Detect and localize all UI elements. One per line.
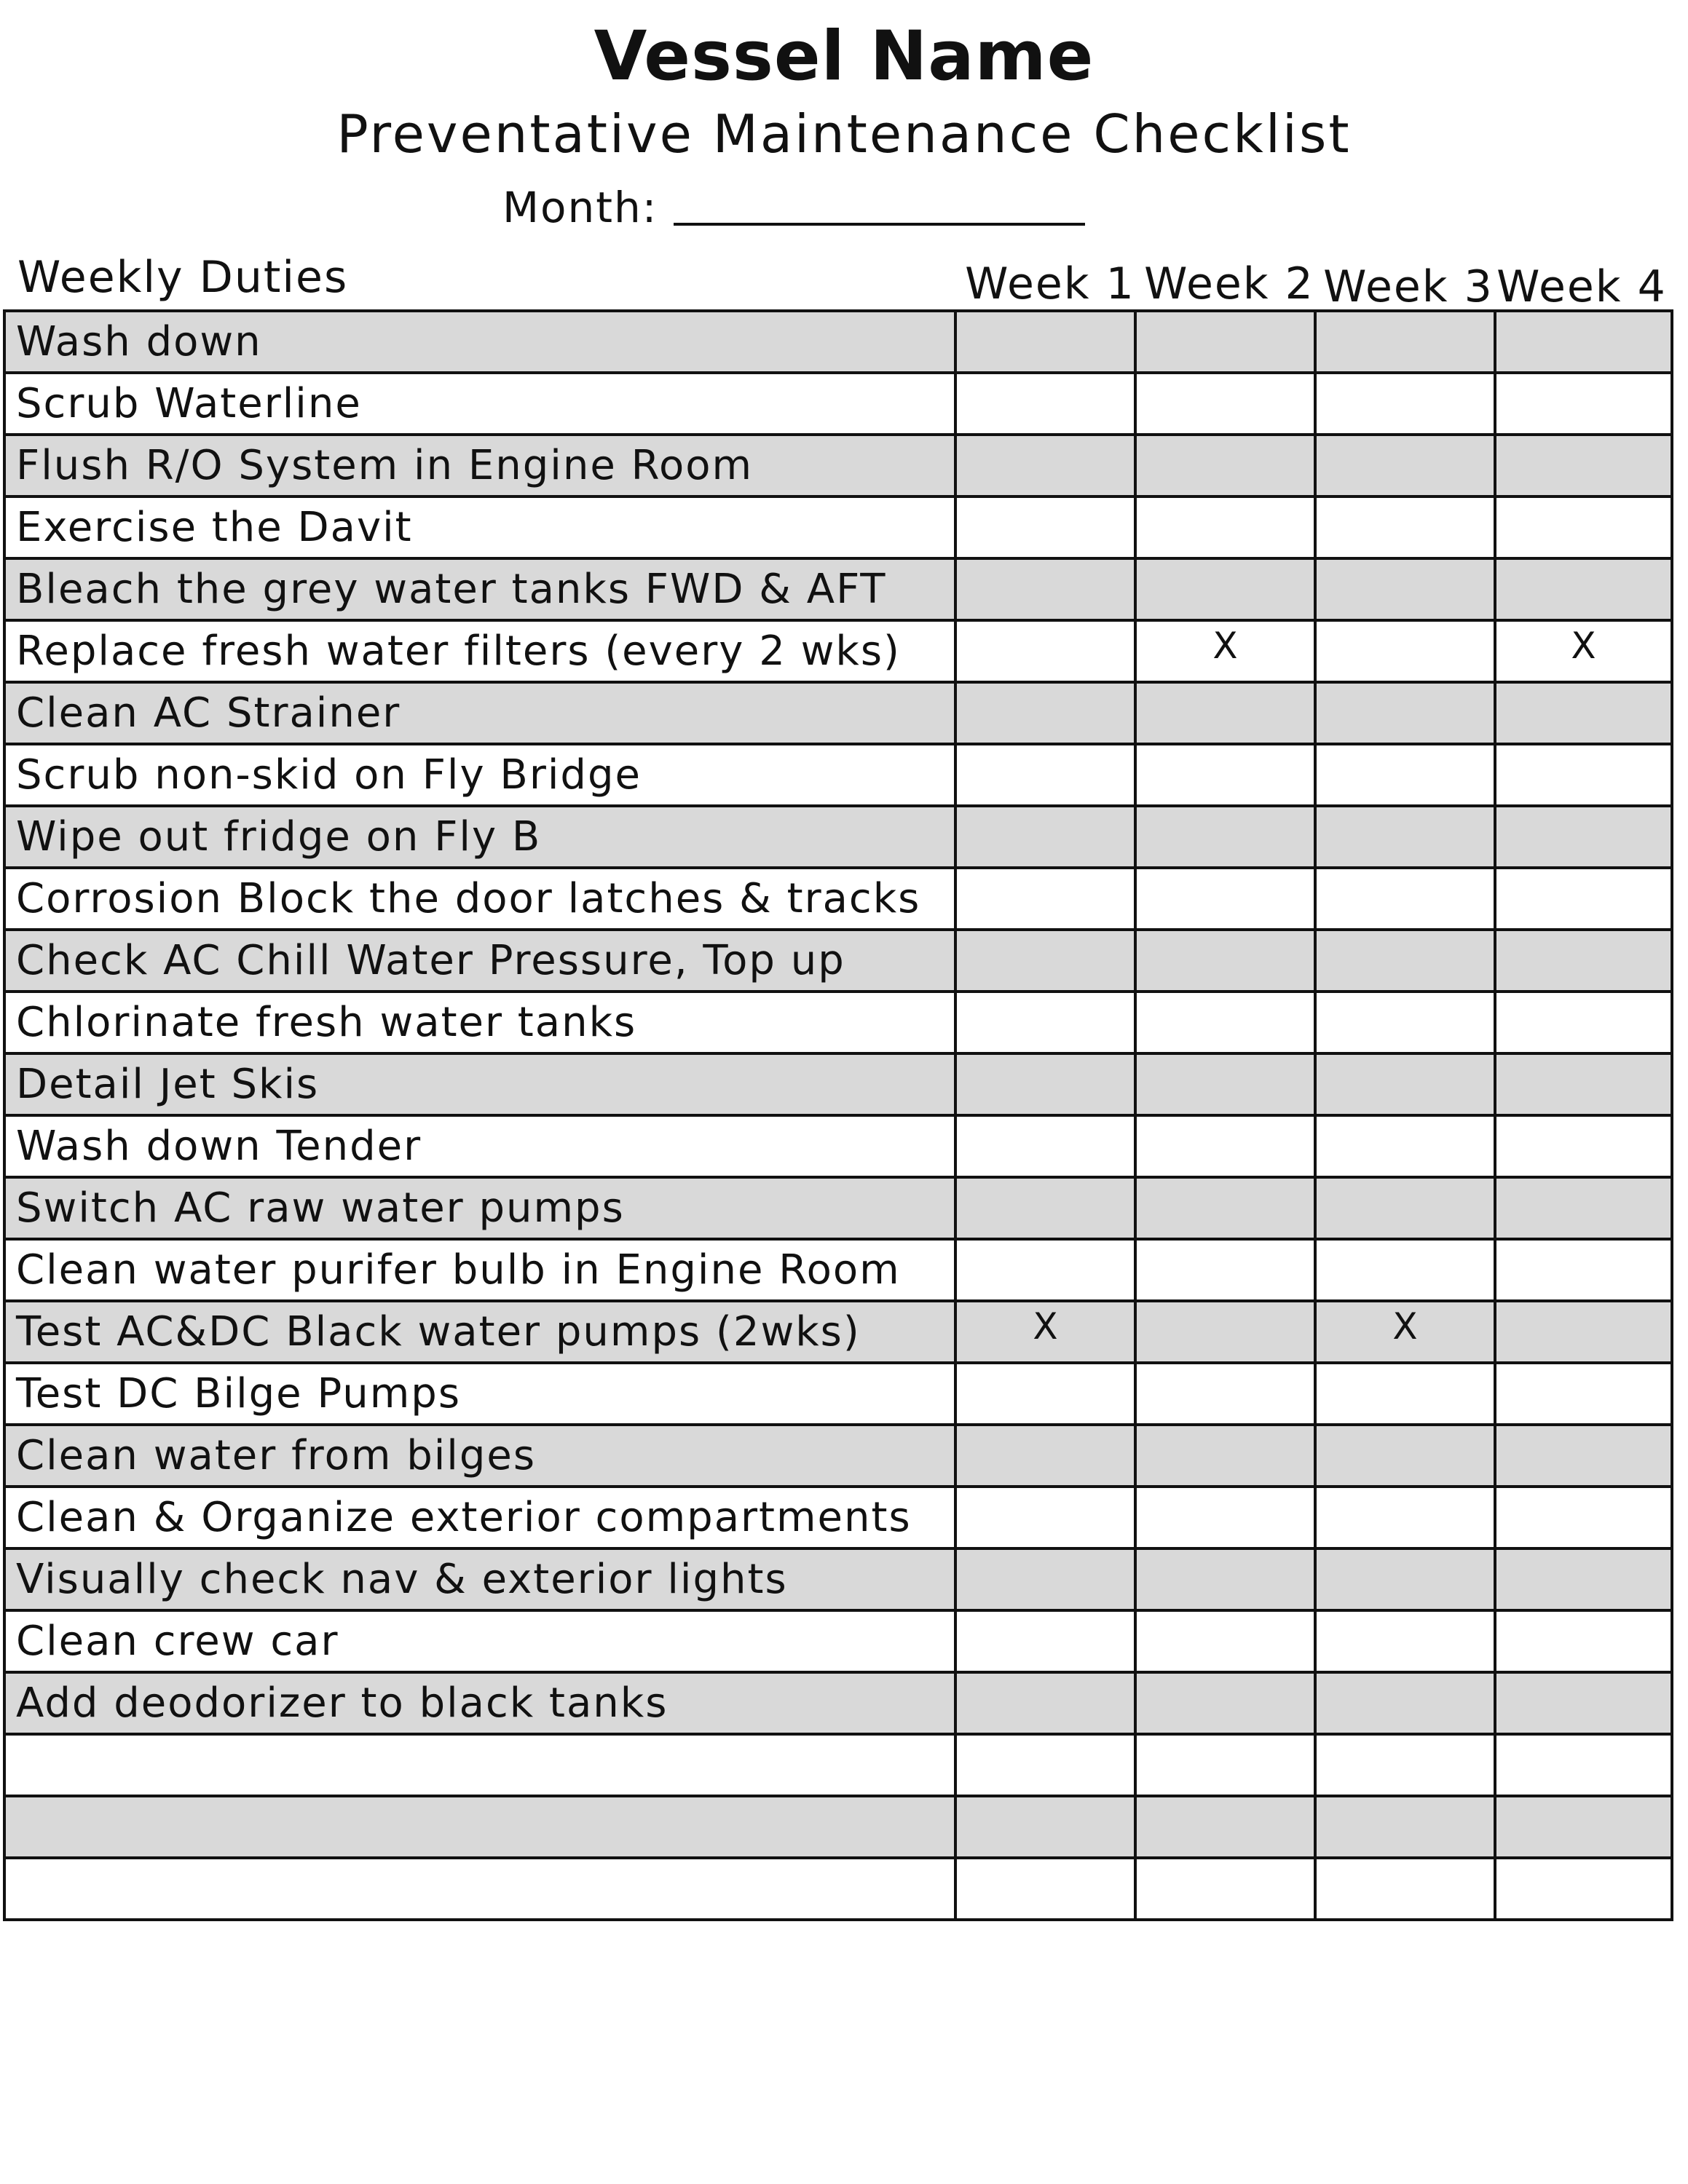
week-4-checkbox-cell[interactable]: [1496, 1797, 1671, 1856]
week-1-header: Week 1: [965, 258, 1135, 309]
checklist-row: [6, 1241, 1671, 1302]
week-4-header: Week 4: [1496, 261, 1667, 312]
week-2-checkbox-cell[interactable]: [1137, 1179, 1317, 1238]
week-4-checkbox-cell[interactable]: [1496, 993, 1671, 1052]
task-cell: Clean water purifer bulb in Engine Room: [6, 1241, 957, 1299]
week-1-checkbox-cell[interactable]: [957, 312, 1137, 371]
week-4-checkbox-cell[interactable]: [1496, 374, 1671, 433]
week-2-checkbox-cell[interactable]: [1137, 1364, 1317, 1423]
week-2-checkbox-cell[interactable]: [1137, 374, 1317, 433]
week-1-checkbox-cell[interactable]: [957, 622, 1137, 681]
week-3-checkbox-cell[interactable]: [1317, 745, 1496, 804]
week-3-checkbox-cell[interactable]: [1317, 1426, 1496, 1485]
week-3-checkbox-cell[interactable]: [1317, 622, 1496, 681]
checklist-row: [6, 745, 1671, 807]
week-4-checkbox-cell[interactable]: [1496, 312, 1671, 371]
week-3-checkbox-cell[interactable]: [1317, 312, 1496, 371]
week-2-checkbox-cell[interactable]: [1137, 1736, 1317, 1795]
week-2-checkbox-cell[interactable]: [1137, 1426, 1317, 1485]
week-1-checkbox-cell[interactable]: [957, 1179, 1137, 1238]
checklist-row: [6, 1117, 1671, 1179]
week-3-checkbox-cell[interactable]: [1317, 869, 1496, 928]
week-3-checkbox-cell[interactable]: [1317, 1364, 1496, 1423]
week-1-checkbox-cell[interactable]: [957, 1117, 1137, 1176]
week-2-checkbox-cell[interactable]: [1137, 1241, 1317, 1299]
week-1-checkbox-cell[interactable]: [957, 1612, 1137, 1671]
week-2-header: Week 2: [1144, 258, 1314, 309]
week-1-checkbox-cell[interactable]: [957, 1241, 1137, 1299]
week-3-checkbox-cell[interactable]: [1317, 807, 1496, 866]
page-title: Vessel Name: [593, 17, 1095, 96]
task-cell: Test DC Bilge Pumps: [6, 1364, 957, 1423]
week-1-checkbox-cell[interactable]: [957, 498, 1137, 557]
week-1-checkbox-cell[interactable]: [957, 374, 1137, 433]
checklist-row: [6, 1364, 1671, 1426]
checklist-row: [6, 1674, 1671, 1736]
week-3-checkbox-cell[interactable]: [1317, 1612, 1496, 1671]
week-4-checkbox-cell[interactable]: [1496, 1550, 1671, 1609]
checklist-row: [6, 1426, 1671, 1488]
week-3-checkbox-cell[interactable]: [1317, 1674, 1496, 1733]
week-4-checkbox-cell[interactable]: [1496, 931, 1671, 990]
week-4-checkbox-cell[interactable]: [1496, 1859, 1671, 1918]
checklist-row: [6, 1055, 1671, 1117]
week-2-checkbox-cell[interactable]: [1137, 807, 1317, 866]
week-1-checkbox-cell[interactable]: [957, 1364, 1137, 1423]
week-2-checkbox-cell[interactable]: [1137, 1797, 1317, 1856]
task-cell: Clean AC Strainer: [6, 684, 957, 743]
week-2-checkbox-cell[interactable]: X: [1137, 622, 1317, 681]
week-2-checkbox-cell[interactable]: [1137, 993, 1317, 1052]
task-cell: Clean & Organize exterior compartments: [6, 1488, 957, 1547]
task-cell: Scrub non-skid on Fly Bridge: [6, 745, 957, 804]
week-4-checkbox-cell[interactable]: [1496, 1612, 1671, 1671]
checklist-row: [6, 1859, 1671, 1921]
week-2-checkbox-cell[interactable]: [1137, 1674, 1317, 1733]
task-cell: Replace fresh water filters (every 2 wks): [6, 622, 957, 681]
task-cell: Test AC&DC Black water pumps (2wks): [6, 1302, 957, 1361]
task-cell: Add deodorizer to black tanks: [6, 1674, 957, 1733]
task-cell: Check AC Chill Water Pressure, Top up: [6, 931, 957, 990]
week-4-checkbox-cell[interactable]: [1496, 1736, 1671, 1795]
week-2-checkbox-cell[interactable]: [1137, 1550, 1317, 1609]
week-1-checkbox-cell[interactable]: [957, 1426, 1137, 1485]
week-2-checkbox-cell[interactable]: [1137, 498, 1317, 557]
task-cell: Switch AC raw water pumps: [6, 1179, 957, 1238]
week-2-checkbox-cell[interactable]: [1137, 1302, 1317, 1361]
week-3-header: Week 3: [1323, 261, 1494, 312]
week-1-checkbox-cell[interactable]: [957, 1055, 1137, 1114]
week-2-checkbox-cell[interactable]: [1137, 1859, 1317, 1918]
week-2-checkbox-cell[interactable]: [1137, 684, 1317, 743]
week-3-checkbox-cell[interactable]: [1317, 1179, 1496, 1238]
checklist-row: [6, 436, 1671, 498]
checklist-row: [6, 498, 1671, 560]
week-4-checkbox-cell[interactable]: [1496, 1302, 1671, 1361]
week-4-checkbox-cell[interactable]: X: [1571, 625, 1596, 667]
week-3-checkbox-cell[interactable]: [1317, 1859, 1496, 1918]
week-3-checkbox-cell[interactable]: [1317, 1117, 1496, 1176]
week-3-checkbox-cell[interactable]: [1317, 436, 1496, 495]
week-1-checkbox-cell[interactable]: [957, 1797, 1137, 1856]
week-1-checkbox-cell[interactable]: [957, 869, 1137, 928]
checklist-table: [3, 309, 1673, 1921]
task-cell: Scrub Waterline: [6, 374, 957, 433]
week-4-checkbox-cell[interactable]: [1496, 498, 1671, 557]
page-subtitle: Preventative Maintenance Checklist: [336, 103, 1352, 165]
month-field: [502, 175, 1085, 233]
task-cell: Corrosion Block the door latches & tracks: [6, 869, 957, 928]
checklist-row: [6, 931, 1671, 993]
week-2-checkbox-cell[interactable]: [1137, 1488, 1317, 1547]
checklist-row: [6, 1302, 1671, 1364]
task-cell: Wipe out fridge on Fly B: [6, 807, 957, 866]
task-cell: Clean water from bilges: [6, 1426, 957, 1485]
week-3-checkbox-cell[interactable]: [1317, 560, 1496, 619]
week-1-checkbox-cell[interactable]: [957, 436, 1137, 495]
checklist-row: [6, 560, 1671, 622]
week-4-checkbox-cell[interactable]: [1496, 869, 1671, 928]
week-2-checkbox-cell[interactable]: [1137, 560, 1317, 619]
week-3-checkbox-cell[interactable]: [1317, 1055, 1496, 1114]
week-1-checkbox-cell[interactable]: [957, 745, 1137, 804]
week-1-checkbox-cell[interactable]: [957, 1674, 1137, 1733]
week-3-checkbox-cell[interactable]: [1317, 1488, 1496, 1547]
task-cell: Bleach the grey water tanks FWD & AFT: [6, 560, 957, 619]
week-4-checkbox-cell[interactable]: [1496, 1488, 1671, 1547]
week-1-checkbox-cell[interactable]: [957, 560, 1137, 619]
week-4-checkbox-cell[interactable]: [1496, 1117, 1671, 1176]
task-cell: Exercise the Davit: [6, 498, 957, 557]
checklist-row: [6, 1488, 1671, 1550]
week-2-checkbox-cell[interactable]: [1137, 1612, 1317, 1671]
week-3-checkbox-cell[interactable]: [1317, 1736, 1496, 1795]
task-cell: [6, 1859, 957, 1918]
week-3-checkbox-cell[interactable]: [1317, 993, 1496, 1052]
task-cell: [6, 1736, 957, 1795]
week-3-checkbox-cell[interactable]: [1317, 498, 1496, 557]
week-1-checkbox-cell[interactable]: [957, 1550, 1137, 1609]
month-label: Month:: [502, 183, 658, 232]
checklist-row: [6, 869, 1671, 931]
task-cell: Flush R/O System in Engine Room: [6, 436, 957, 495]
week-4-checkbox-cell[interactable]: [1496, 1674, 1671, 1733]
task-cell: Detail Jet Skis: [6, 1055, 957, 1114]
week-4-checkbox-cell[interactable]: [1496, 745, 1671, 804]
checklist-row: [6, 807, 1671, 869]
week-3-checkbox-cell[interactable]: [1317, 1550, 1496, 1609]
week-2-checkbox-cell[interactable]: [1137, 436, 1317, 495]
checklist-row: [6, 1179, 1671, 1241]
checklist-row: [6, 374, 1671, 436]
week-4-checkbox-cell[interactable]: [1496, 1241, 1671, 1299]
week-3-checkbox-cell[interactable]: [1317, 374, 1496, 433]
week-4-checkbox-cell[interactable]: [1496, 684, 1671, 743]
weekly-duties-heading: Weekly Duties: [17, 252, 349, 303]
checklist-row: [6, 1550, 1671, 1612]
checklist-row: [6, 1612, 1671, 1674]
week-4-checkbox-cell[interactable]: [1496, 560, 1671, 619]
week-2-checkbox-cell[interactable]: [1137, 931, 1317, 990]
week-3-checkbox-cell[interactable]: X: [1317, 1302, 1496, 1361]
task-cell: Wash down: [6, 312, 957, 371]
week-3-checkbox-cell[interactable]: [1317, 1241, 1496, 1299]
week-1-checkbox-cell[interactable]: X: [957, 1302, 1137, 1361]
week-2-checkbox-cell[interactable]: [1137, 869, 1317, 928]
checklist-row: [6, 1736, 1671, 1797]
week-4-checkbox-cell[interactable]: [1496, 436, 1671, 495]
week-4-checkbox-cell[interactable]: [1496, 1179, 1671, 1238]
checklist-row: [6, 684, 1671, 745]
week-4-checkbox-cell[interactable]: [1496, 1426, 1671, 1485]
week-2-checkbox-cell[interactable]: [1137, 312, 1317, 371]
week-4-checkbox-cell[interactable]: [1496, 1055, 1671, 1114]
week-1-checkbox-cell[interactable]: [957, 1859, 1137, 1918]
week-3-checkbox-cell[interactable]: [1317, 931, 1496, 990]
week-4-checkbox-cell[interactable]: [1496, 807, 1671, 866]
week-1-checkbox-cell[interactable]: [957, 993, 1137, 1052]
week-2-checkbox-cell[interactable]: [1137, 745, 1317, 804]
task-cell: Wash down Tender: [6, 1117, 957, 1176]
task-cell: Chlorinate fresh water tanks: [6, 993, 957, 1052]
week-2-checkbox-cell[interactable]: [1137, 1055, 1317, 1114]
week-3-checkbox-cell[interactable]: [1317, 1797, 1496, 1856]
month-blank-line[interactable]: [674, 223, 1085, 226]
task-cell: [6, 1797, 957, 1856]
week-1-checkbox-cell[interactable]: [957, 807, 1137, 866]
week-2-checkbox-cell[interactable]: [1137, 1117, 1317, 1176]
checklist-row: [6, 1797, 1671, 1859]
week-4-checkbox-cell[interactable]: [1496, 1364, 1671, 1423]
task-cell: Visually check nav & exterior lights: [6, 1550, 957, 1609]
checklist-row: [6, 993, 1671, 1055]
checklist-row: [6, 312, 1671, 374]
task-cell: Clean crew car: [6, 1612, 957, 1671]
week-3-checkbox-cell[interactable]: [1317, 684, 1496, 743]
checklist-row: [6, 622, 1671, 684]
week-1-checkbox-cell[interactable]: [957, 684, 1137, 743]
week-1-checkbox-cell[interactable]: [957, 1736, 1137, 1795]
week-1-checkbox-cell[interactable]: [957, 931, 1137, 990]
week-1-checkbox-cell[interactable]: [957, 1488, 1137, 1547]
